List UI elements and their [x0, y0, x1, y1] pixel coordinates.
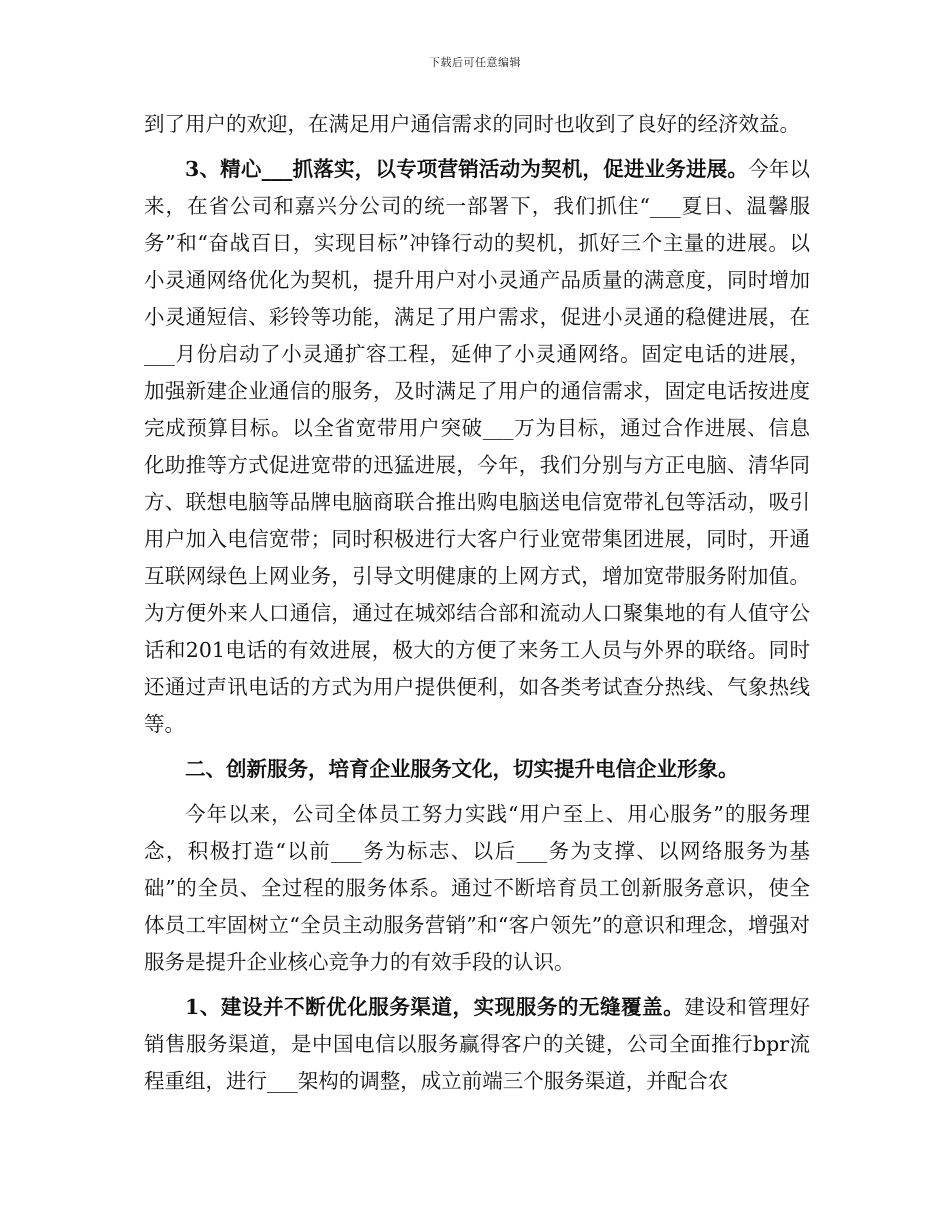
document-body: [144, 106, 810, 1108]
section-heading-text: 二、创新服务，培育企业服务文化，切实提升电信企业形象。: [185, 757, 739, 781]
paragraph: [144, 106, 810, 143]
paragraph: [144, 796, 810, 981]
paragraph-text: 今年以来，公司全体员工努力实践“用户至上、用心服务”的服务理念，积极打造“以前___务为标志、以后___务为支撑、以网络服务为基础”的全员、全过程的服务体系。通过不断培育员工创新服务意识，使全体员工牢固树立“全员主动服务营销”和“客户领先”的意识和理念，增强对服务是提升企业核心竞争力的有效手段的认识。: [144, 802, 810, 974]
paragraph: [144, 989, 810, 1100]
page-header: 下载后可任意编辑: [429, 56, 521, 69]
paragraph-heading: 1、建设并不断优化服务渠道，实现服务的无缝覆盖。: [185, 995, 685, 1019]
section-heading: [144, 751, 810, 788]
paragraph: [144, 151, 810, 743]
paragraph-text: 今年以来，在省公司和嘉兴分公司的统一部署下，我们抓住“___夏日、温馨服务”和“奋战百日，实现目标”冲锋行动的契机，抓好三个主量的进展。以小灵通网络优化为契机，提升用户对小灵通产品质量的满意度，同时增加小灵通短信、彩铃等功能，满足了用户需求，促进小灵通的稳健进展，在___月份启动了小灵通扩容工程，延伸了小灵通网络。固定电话的进展，加强新建企业通信的服务，及时满足了用户的通信需求，固定电话按进度完成预算目标。以全省宽带用户突破___万为目标，通过合作进展、信息化助推等方式促进宽带的迅猛进展，今年，我们分别与方正电脑、清华同方、联想电脑等品牌电脑商联合推出购电脑送电信宽带礼包等活动，吸引用户加入电信宽带；同时积极进行大客户行业宽带集团进展，同时，开通互联网绿色上网业务，引导文明健康的上网方式，增加宽带服务附加值。为方便外来人口通信，通过在城郊结合部和流动人口聚集地的有人值守公话和201电话的有效进展，极大的方便了来务工人员与外界的联络。同时还通过声讯电话的方式为用户提供便利，如各类考试查分热线、气象热线等。: [144, 157, 811, 736]
paragraph-text: 建设和管理好销售服务渠道，是中国电信以服务赢得客户的关键，公司全面推行bpr流程重组，进行___架构的调整，成立前端三个服务渠道，并配合农: [144, 995, 811, 1093]
paragraph-text: 到了用户的欢迎，在满足用户通信需求的同时也收到了良好的经济效益。: [144, 112, 800, 136]
paragraph-heading: 3、精心___抓落实，以专项营销活动为契机，促进业务进展。: [185, 157, 749, 181]
